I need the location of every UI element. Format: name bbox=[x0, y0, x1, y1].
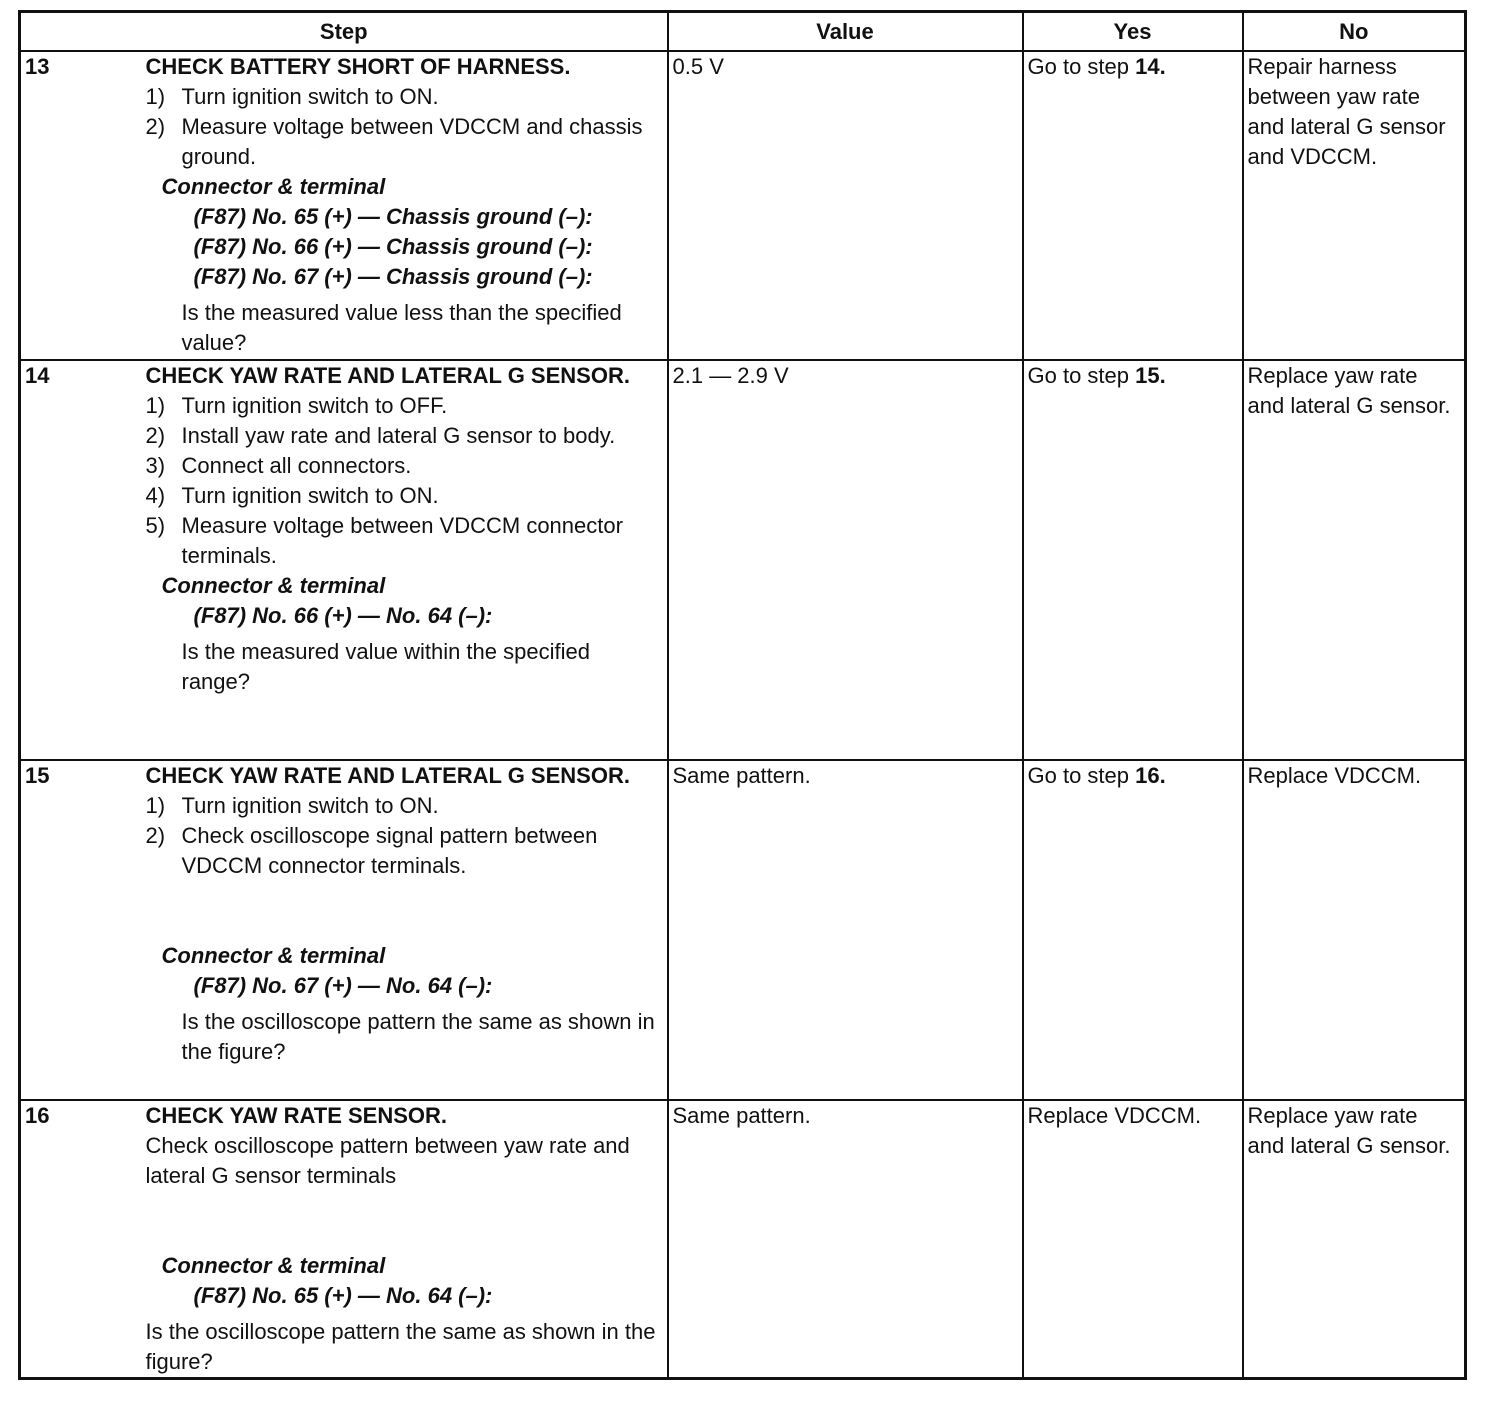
step-question: Is the oscilloscope pattern the same as shown in the figure? bbox=[145, 1319, 656, 1374]
connector-terminal: (F87) No. 67 (+) — No. 64 (–): bbox=[193, 973, 493, 998]
step-question: Is the measured value less than the specified value? bbox=[181, 300, 622, 355]
step-title: CHECK YAW RATE SENSOR. bbox=[145, 1103, 448, 1128]
step-title: CHECK YAW RATE AND LATERAL G SENSOR. bbox=[145, 763, 630, 788]
step-procedure bbox=[142, 1100, 668, 1379]
header-row bbox=[20, 12, 1466, 52]
step-procedure bbox=[142, 760, 668, 1100]
table-row-step-13 bbox=[20, 51, 1466, 360]
procedure-list bbox=[146, 82, 663, 172]
step-yes-action: Go to step 15. bbox=[1023, 360, 1243, 760]
step-number: 13 bbox=[20, 51, 142, 360]
step-procedure bbox=[142, 360, 668, 760]
connector-label: Connector & terminal bbox=[161, 943, 386, 968]
connector-label: Connector & terminal bbox=[161, 1253, 386, 1278]
procedure-item: 4) Turn ignition switch to ON. bbox=[145, 483, 439, 508]
step-no-action: Replace yaw rate and lateral G sensor. bbox=[1243, 1100, 1466, 1379]
procedure-list bbox=[146, 391, 663, 571]
step-question: Is the measured value within the specified range? bbox=[181, 639, 590, 694]
procedure-item: 2) Check oscilloscope signal pattern between VDCCM connector terminals. bbox=[145, 823, 598, 878]
step-no-action: Replace yaw rate and lateral G sensor. bbox=[1243, 360, 1466, 760]
figure-space bbox=[146, 881, 663, 941]
procedure-item: 1) Turn ignition switch to ON. bbox=[145, 793, 439, 818]
step-yes-action: Replace VDCCM. bbox=[1023, 1100, 1243, 1379]
connector-terminal: (F87) No. 67 (+) — Chassis ground (–): bbox=[193, 264, 593, 289]
step-yes-action: Go to step 16. bbox=[1023, 760, 1243, 1100]
table-row-step-14 bbox=[20, 360, 1466, 760]
header-value: Value bbox=[668, 12, 1023, 52]
connector-terminal: (F87) No. 66 (+) — No. 64 (–): bbox=[193, 603, 493, 628]
header-step: Step bbox=[20, 12, 668, 52]
step-value: Same pattern. bbox=[668, 1100, 1023, 1379]
procedure-list bbox=[146, 791, 663, 881]
step-procedure bbox=[142, 51, 668, 360]
header-yes: Yes bbox=[1023, 12, 1243, 52]
step-yes-action: Go to step 14. bbox=[1023, 51, 1243, 360]
connector-label: Connector & terminal bbox=[161, 573, 386, 598]
step-reference: 14. bbox=[1135, 54, 1166, 79]
table-row-step-15 bbox=[20, 760, 1466, 1100]
step-question: Is the oscilloscope pattern the same as shown in the figure? bbox=[181, 1009, 655, 1064]
step-value: 2.1 — 2.9 V bbox=[668, 360, 1023, 760]
step-value: 0.5 V bbox=[668, 51, 1023, 360]
connector-label: Connector & terminal bbox=[161, 174, 386, 199]
step-intro: Check oscilloscope pattern between yaw rate and lateral G sensor terminals bbox=[145, 1133, 630, 1188]
step-no-action: Repair harness between yaw rate and lateral G sensor and VDCCM. bbox=[1243, 51, 1466, 360]
step-number: 15 bbox=[20, 760, 142, 1100]
diagnostic-table bbox=[18, 10, 1467, 1380]
connector-terminal: (F87) No. 66 (+) — Chassis ground (–): bbox=[193, 234, 593, 259]
header-no: No bbox=[1243, 12, 1466, 52]
step-value: Same pattern. bbox=[668, 760, 1023, 1100]
procedure-item: 2) Measure voltage between VDCCM and chassis ground. bbox=[145, 114, 643, 169]
procedure-item: 1) Turn ignition switch to OFF. bbox=[145, 393, 448, 418]
step-no-action: Replace VDCCM. bbox=[1243, 760, 1466, 1100]
connector-terminal: (F87) No. 65 (+) — Chassis ground (–): bbox=[193, 204, 593, 229]
step-number: 16 bbox=[20, 1100, 142, 1379]
figure-space bbox=[146, 1191, 663, 1251]
step-number: 14 bbox=[20, 360, 142, 760]
step-reference: 16. bbox=[1135, 763, 1166, 788]
procedure-item: 1) Turn ignition switch to ON. bbox=[145, 84, 439, 109]
procedure-item: 3) Connect all connectors. bbox=[145, 453, 412, 478]
procedure-item: 5) Measure voltage between VDCCM connector terminals. bbox=[145, 513, 623, 568]
connector-terminal: (F87) No. 65 (+) — No. 64 (–): bbox=[193, 1283, 493, 1308]
procedure-item: 2) Install yaw rate and lateral G sensor to body. bbox=[145, 423, 616, 448]
step-title: CHECK YAW RATE AND LATERAL G SENSOR. bbox=[145, 363, 630, 388]
table-row-step-16 bbox=[20, 1100, 1466, 1379]
step-reference: 15. bbox=[1135, 363, 1166, 388]
step-title: CHECK BATTERY SHORT OF HARNESS. bbox=[145, 54, 571, 79]
